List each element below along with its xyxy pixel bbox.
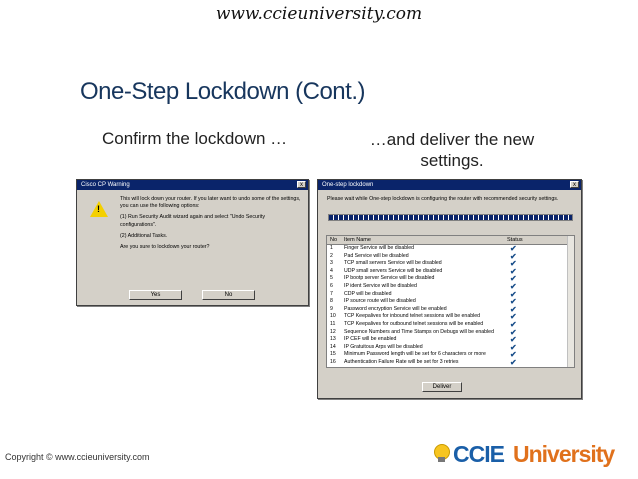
row-item-name: TCP Keepalives for inbound telnet sessions will be enabled: [344, 313, 481, 320]
warning-icon: !: [90, 201, 108, 217]
warning-dialog-title: Cisco CP Warning: [81, 182, 130, 188]
row-number: 8: [330, 298, 333, 305]
check-icon: ✔: [510, 327, 517, 337]
table-row[interactable]: [327, 344, 574, 352]
check-icon: ✔: [510, 266, 517, 276]
row-item-name: IP bootp server Service will be disabled: [344, 275, 435, 282]
warning-message-line: (2) Additional Tasks.: [120, 232, 168, 239]
check-icon: ✔: [510, 274, 517, 284]
table-scrollbar[interactable]: [567, 236, 574, 367]
table-row[interactable]: [327, 313, 574, 321]
check-icon: ✔: [510, 335, 517, 345]
column-header-item[interactable]: Item Name: [344, 237, 371, 243]
warning-dialog: [76, 179, 309, 306]
table-header: [327, 236, 574, 245]
ccie-university-logo: [434, 441, 634, 471]
yes-button[interactable]: Yes: [129, 290, 182, 300]
lightbulb-base: [438, 457, 445, 462]
site-url-header: www.ccieuniversity.com: [215, 4, 423, 24]
logo-text-ccie: CCIE: [453, 441, 504, 467]
warning-message-line: (1) Run Security Audit wizard again and select "Undo Security configurations".: [120, 214, 265, 228]
warning-dialog-titlebar: [77, 180, 308, 190]
row-item-name: IP CEF will be enabled: [344, 336, 397, 343]
row-number: 11: [330, 320, 336, 327]
slide-title: One-Step Lockdown (Cont.): [80, 78, 365, 105]
close-icon[interactable]: x: [570, 181, 579, 188]
row-number: 6: [330, 282, 333, 289]
row-number: 13: [330, 336, 336, 343]
progress-bar: [328, 214, 573, 221]
row-item-name: IP Gratuitous Arps will be disabled: [344, 343, 423, 350]
close-icon[interactable]: x: [297, 181, 306, 188]
lockdown-dialog-titlebar: [318, 180, 581, 190]
row-number: 12: [330, 328, 336, 335]
row-number: 4: [330, 267, 333, 274]
table-row[interactable]: [327, 253, 574, 261]
table-row[interactable]: [327, 329, 574, 337]
row-number: 16: [330, 358, 336, 365]
check-icon: ✔: [510, 289, 517, 299]
warning-message-line: Are you sure to lockdown your router?: [120, 244, 210, 251]
row-item-name: TCP small servers Service will be disabled: [344, 260, 442, 267]
check-icon: ✔: [510, 297, 517, 307]
copyright-text: Copyright © www.ccieuniversity.com: [5, 452, 150, 462]
row-item-name: Pad Service will be disabled: [344, 252, 409, 259]
check-icon: ✔: [510, 259, 517, 269]
warning-message-line: This will lock down your router. If you later want to undo some of the settings, you can use the following options:: [120, 196, 301, 210]
check-icon: ✔: [510, 319, 517, 329]
row-number: 1: [330, 245, 333, 251]
check-icon: ✔: [510, 281, 517, 291]
column-header-no[interactable]: No: [330, 237, 338, 243]
row-item-name: CDP will be disabled: [344, 290, 392, 297]
lockdown-items-table: [326, 235, 575, 368]
row-number: 15: [330, 351, 336, 358]
row-number: 7: [330, 290, 333, 297]
table-body: [327, 245, 574, 367]
table-row[interactable]: [327, 260, 574, 268]
check-icon: ✔: [510, 342, 517, 352]
column-header-status[interactable]: Status: [507, 237, 523, 243]
row-item-name: IP source route will be disabled: [344, 298, 416, 305]
no-button[interactable]: No: [202, 290, 255, 300]
table-row[interactable]: [327, 359, 574, 367]
table-row[interactable]: [327, 283, 574, 291]
row-number: 10: [330, 313, 336, 320]
table-row[interactable]: [327, 321, 574, 329]
row-number: 3: [330, 260, 333, 267]
row-number: 5: [330, 275, 333, 282]
row-number: 2: [330, 252, 333, 259]
check-icon: ✔: [510, 251, 517, 261]
logo-text-university: University: [513, 441, 615, 467]
row-item-name: IP ident Service will be disabled: [344, 282, 417, 289]
row-number: 9: [330, 305, 333, 312]
row-item-name: Finger Service will be disabled: [344, 245, 415, 251]
table-row[interactable]: [327, 298, 574, 306]
row-item-name: Authentication Failure Rate will be set for 3 retries: [344, 358, 459, 365]
row-number: 14: [330, 343, 336, 350]
lockdown-dialog-title: One-step lockdown: [322, 182, 374, 188]
check-icon: ✔: [510, 357, 517, 367]
row-item-name: Sequence Numbers and Time Stamps on Debugs will be enabled: [344, 328, 494, 335]
table-row[interactable]: [327, 245, 574, 253]
table-row[interactable]: [327, 306, 574, 314]
left-caption: Confirm the lockdown …: [102, 129, 288, 148]
right-caption: …and deliver the new settings.: [369, 130, 535, 170]
check-icon: ✔: [510, 244, 517, 253]
lockdown-dialog: [317, 179, 582, 399]
check-icon: ✔: [510, 350, 517, 360]
check-icon: ✔: [510, 312, 517, 322]
table-row[interactable]: [327, 336, 574, 344]
row-item-name: TCP Keepalives for outbound telnet sessions will be enabled: [344, 320, 484, 327]
table-row[interactable]: [327, 268, 574, 276]
check-icon: ✔: [510, 304, 517, 314]
warning-message: [120, 196, 302, 255]
lockdown-intro: Please wait while One-step lockdown is configuring the router with recommended security settings.: [327, 196, 559, 202]
table-row[interactable]: [327, 351, 574, 359]
row-item-name: Minimum Password length will be set for 6 characters or more: [344, 351, 486, 358]
table-row[interactable]: [327, 291, 574, 299]
deliver-button[interactable]: Deliver: [422, 382, 462, 392]
row-item-name: UDP small servers Service will be disabled: [344, 267, 443, 274]
table-row[interactable]: [327, 275, 574, 283]
row-item-name: Password encryption Service will be enabled: [344, 305, 447, 312]
